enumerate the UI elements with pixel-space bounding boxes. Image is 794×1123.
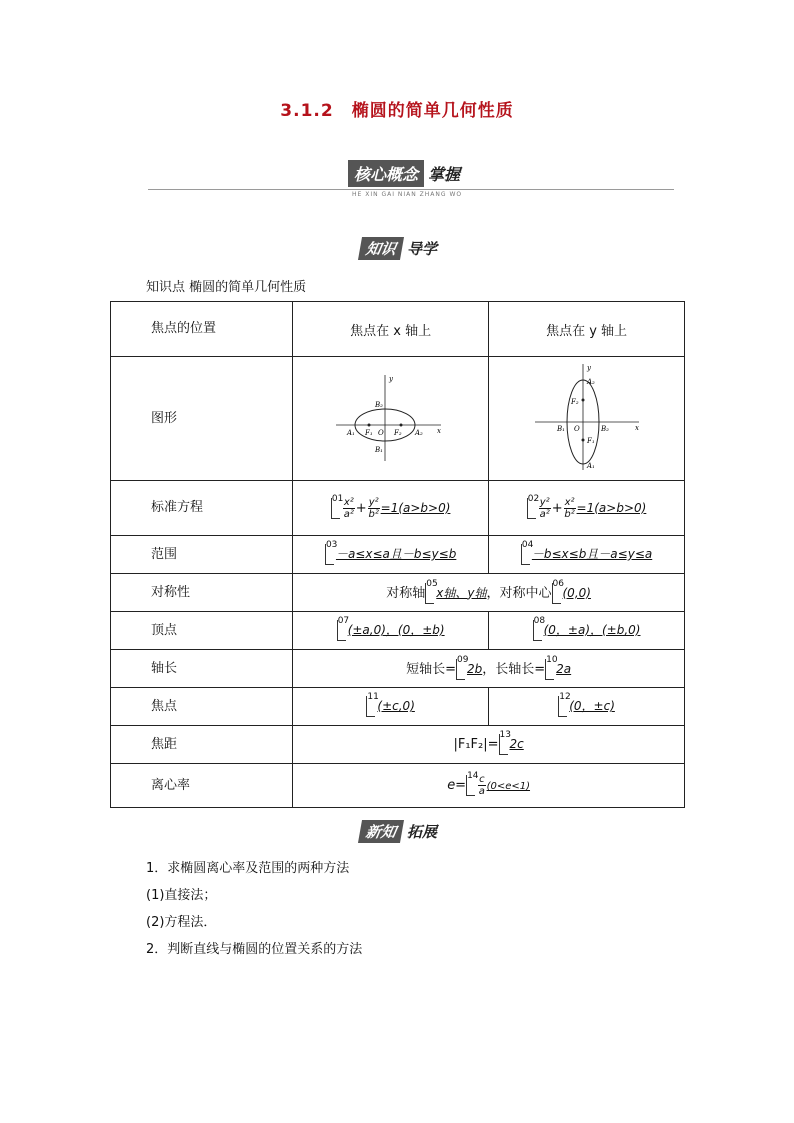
vertex-y: 08 (0，±a)，(±b,0) <box>489 612 685 650</box>
axis-label: 轴长 <box>111 650 293 688</box>
section-heading-dark: 新知 <box>358 820 404 843</box>
table-row <box>111 688 685 726</box>
table-row <box>111 764 685 808</box>
fig1-A1: A₁ <box>346 428 355 437</box>
fig1-x: x <box>436 426 441 435</box>
fig2-A1: A₁ <box>586 461 595 470</box>
figure-y-axis-ellipse <box>489 357 685 481</box>
vertex-x: 07 (±a,0)，(0，±b) <box>293 612 489 650</box>
section-banner <box>148 160 674 198</box>
ext-line-3: (2)方程法． <box>146 915 217 930</box>
properties-table <box>110 301 685 808</box>
figure-x-axis-ellipse <box>293 357 489 481</box>
banner-light-label: 掌握 <box>428 164 461 184</box>
banner-dark-label: 核心概念 <box>348 160 424 187</box>
table-row <box>111 574 685 612</box>
ext-line-2: (1)直接法； <box>146 888 217 903</box>
fig1-F2: F₂ <box>393 428 402 437</box>
section-heading-knowledge <box>360 237 437 260</box>
table-row <box>111 726 685 764</box>
symmetry-value: 对称轴 05 x轴、y轴，对称中心 06 (0,0) <box>293 574 685 612</box>
table-row <box>111 650 685 688</box>
ext-line-4: 2．判断直线与椭圆的位置关系的方法 <box>146 942 363 957</box>
fig1-A2: A₂ <box>414 428 423 437</box>
focus-y: 12 (0，±c) <box>489 688 685 726</box>
range-x: 03 －a≤x≤a且－b≤y≤b <box>293 536 489 574</box>
focal-value: |F₁F₂|= 13 2c <box>293 726 685 764</box>
fig2-x: x <box>634 423 639 432</box>
fig2-F2: F₂ <box>570 397 579 406</box>
answer-blank: 02 <box>527 498 536 519</box>
equation-label: 标准方程 <box>111 481 293 536</box>
fig2-y: y <box>586 363 591 372</box>
table-row <box>111 536 685 574</box>
range-label: 范围 <box>111 536 293 574</box>
knowledge-point-label: 知识点 椭圆的简单几何性质 <box>146 280 307 295</box>
fig1-B2: B₂ <box>374 400 383 409</box>
equation-y: 02 $\frac{\text{y²}}{\text{a²}}$ + $\frac{\text{x²}}{\text{b²}}$ =1(a>b>0) <box>489 481 685 536</box>
axis-value: 短轴长= 09 2b，长轴长= 10 2a <box>293 650 685 688</box>
focal-label: 焦距 <box>111 726 293 764</box>
section-heading-dark: 知识 <box>358 237 404 260</box>
fig1-O: O <box>377 428 384 437</box>
fig2-O: O <box>573 424 580 433</box>
equation-x: 01 $\frac{\text{x²}}{\text{a²}}$ + $\frac{\text{y²}}{\text{b²}}$ =1(a>b>0) <box>293 481 489 536</box>
fig2-B2: B₂ <box>600 424 609 433</box>
banner-rule <box>148 189 674 190</box>
symmetry-label: 对称性 <box>111 574 293 612</box>
fig2-F1: F₁ <box>586 436 595 445</box>
section-heading-light: 拓展 <box>407 823 438 841</box>
header-label: 焦点的位置 <box>111 302 293 357</box>
header-col1: 焦点在 x 轴上 <box>293 302 489 357</box>
ecc-label: 离心率 <box>111 764 293 808</box>
section-heading-extension <box>360 820 437 843</box>
range-y: 04 －b≤x≤b且－a≤y≤a <box>489 536 685 574</box>
table-row <box>111 302 685 357</box>
fig1-F1: F₁ <box>364 428 373 437</box>
ellipse-y-figure <box>527 362 647 472</box>
fig1-y: y <box>388 374 393 383</box>
fig2-A2: A₂ <box>586 377 595 386</box>
focus-x: 11 (±c,0) <box>293 688 489 726</box>
ext-line-1: 1．求椭圆离心率及范围的两种方法 <box>146 861 350 876</box>
page-title: 3.1.2 椭圆的简单几何性质 <box>280 101 514 121</box>
banner-subtitle: HE XIN GAI NIAN ZHANG WO <box>352 191 463 198</box>
table-row <box>111 481 685 536</box>
ecc-value: e= 14 $\frac{c}{a}$ (0<e<1) <box>293 764 685 808</box>
focus-label: 焦点 <box>111 688 293 726</box>
section-heading-light: 导学 <box>407 240 438 258</box>
fig1-B1: B₁ <box>374 445 383 454</box>
fig2-B1: B₁ <box>556 424 565 433</box>
vertex-label: 顶点 <box>111 612 293 650</box>
figure-label: 图形 <box>111 357 293 481</box>
table-row <box>111 357 685 481</box>
header-col2: 焦点在 y 轴上 <box>489 302 685 357</box>
answer-blank: 01 <box>331 498 340 519</box>
ellipse-x-figure <box>331 369 451 465</box>
table-row <box>111 612 685 650</box>
